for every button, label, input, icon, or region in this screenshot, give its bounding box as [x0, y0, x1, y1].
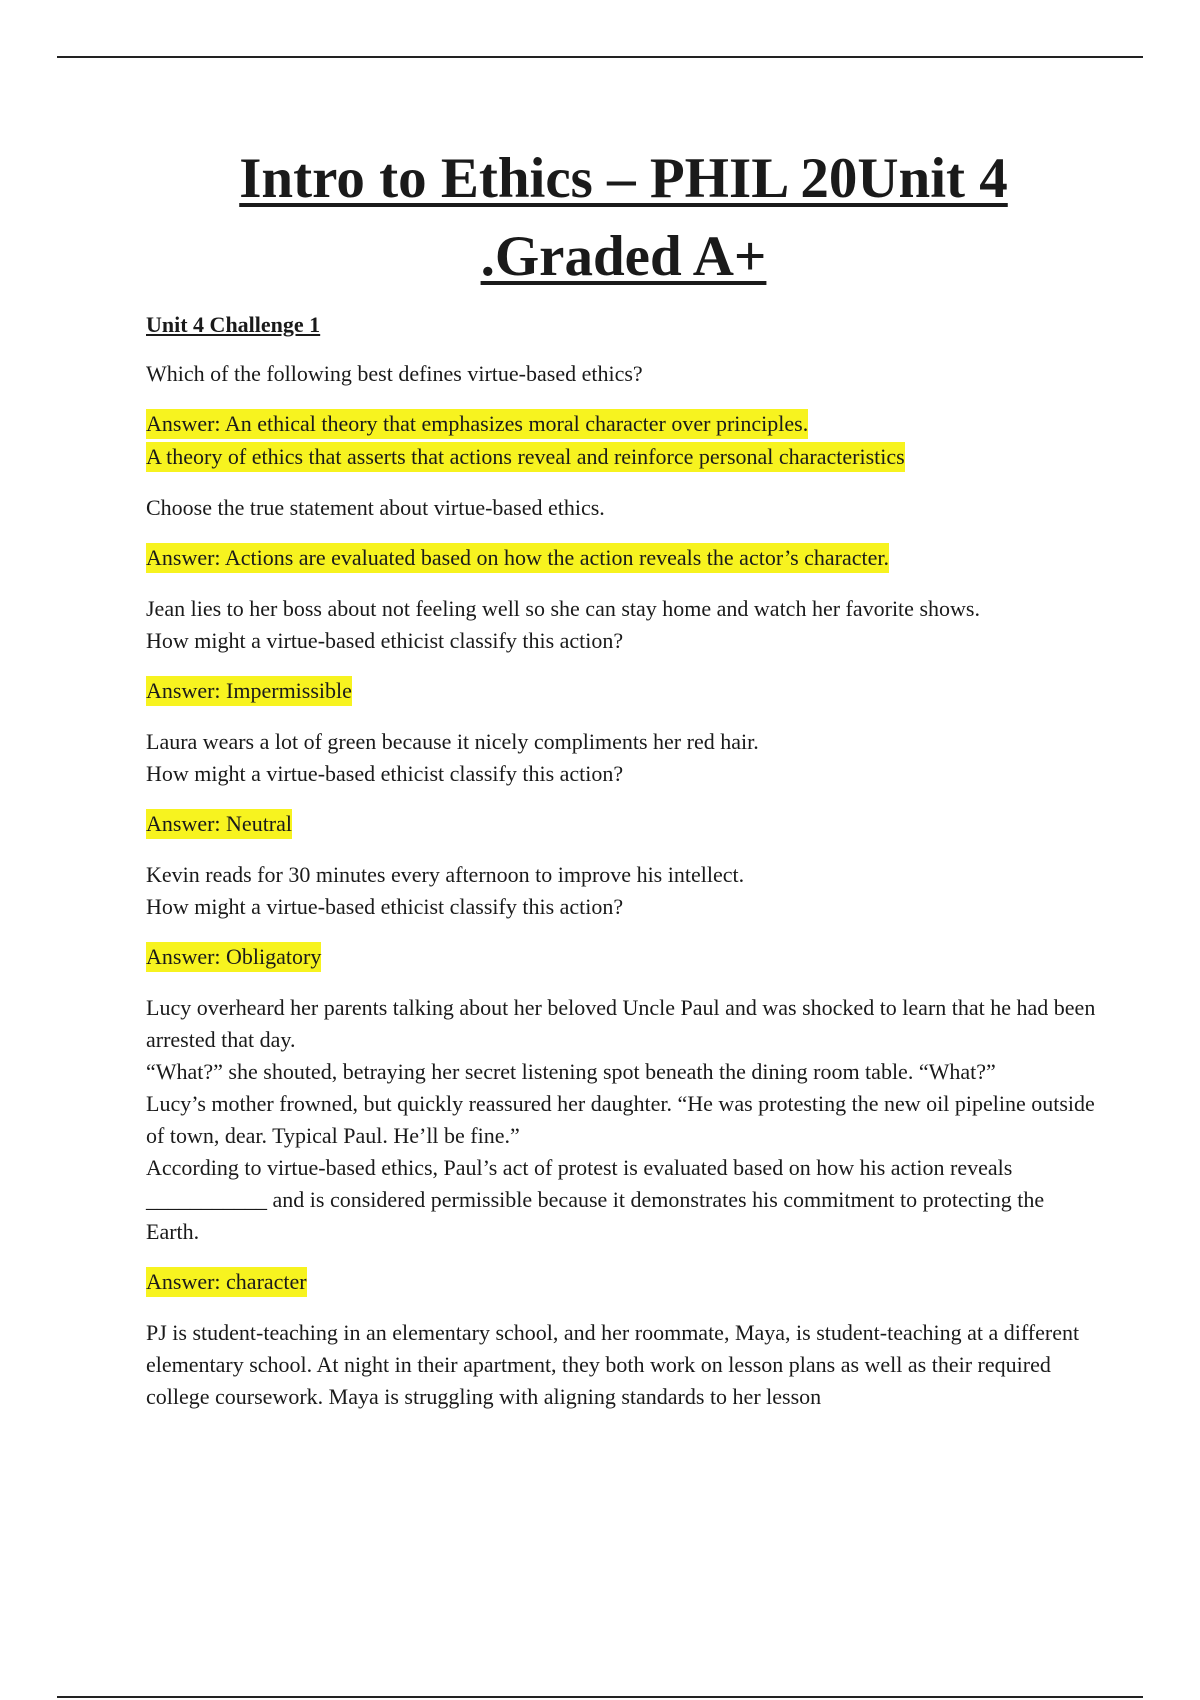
answer-4 — [146, 808, 1096, 841]
answer-line: Answer: character — [146, 1267, 307, 1297]
title-line-1: Intro to Ethics – PHIL 20Unit 4 — [239, 147, 1008, 210]
answer-line: Answer: An ethical theory that emphasizes moral character over principles. — [146, 409, 808, 439]
question-5 — [146, 859, 1096, 923]
answer-6 — [146, 1266, 1096, 1299]
bottom-rule — [57, 1696, 1143, 1698]
document-body — [146, 140, 1096, 1431]
question-line: Lucy overheard her parents talking about her beloved Uncle Paul and was shocked to learn that he had been arrested that day. — [146, 995, 1096, 1052]
question-line: Laura wears a lot of green because it nicely compliments her red hair. — [146, 729, 759, 754]
question-3 — [146, 593, 1096, 657]
answer-line: Answer: Actions are evaluated based on how the action reveals the actor’s character. — [146, 543, 889, 573]
title-line-2: .Graded A+ — [480, 225, 767, 288]
answer-2 — [146, 542, 1096, 575]
question-line: How might a virtue-based ethicist classify this action? — [146, 894, 624, 919]
answer-line: Answer: Impermissible — [146, 676, 352, 706]
answer-line: Answer: Neutral — [146, 809, 292, 839]
answer-5 — [146, 941, 1096, 974]
question-line: Lucy’s mother frowned, but quickly reassured her daughter. “He was protesting the new oil pipeline outside of town, dear. Typical Paul. He’ll be fine.” — [146, 1091, 1095, 1148]
answer-line: Answer: Obligatory — [146, 942, 321, 972]
question-line: How might a virtue-based ethicist classify this action? — [146, 628, 624, 653]
question-line: Jean lies to her boss about not feeling well so she can stay home and watch her favorite shows. — [146, 596, 980, 621]
question-6 — [146, 992, 1096, 1248]
question-line: Choose the true statement about virtue-based ethics. — [146, 495, 605, 520]
question-1 — [146, 358, 1096, 390]
trailing-paragraph — [146, 1317, 1096, 1413]
question-line: “What?” she shouted, betraying her secret listening spot beneath the dining room table. “What?” — [146, 1059, 996, 1084]
question-2 — [146, 492, 1096, 524]
answer-1 — [146, 408, 1096, 474]
question-line: According to virtue-based ethics, Paul’s act of protest is evaluated based on how his action reveals ___________ and is considered permissible because it demonstrates his commitment to protecting the Earth. — [146, 1155, 1045, 1244]
question-4 — [146, 726, 1096, 790]
question-line: Which of the following best defines virtue-based ethics? — [146, 361, 643, 386]
question-line: How might a virtue-based ethicist classify this action? — [146, 761, 624, 786]
question-line: Kevin reads for 30 minutes every afternoon to improve his intellect. — [146, 862, 745, 887]
document-title — [146, 140, 1096, 296]
paragraph-text: PJ is student-teaching in an elementary school, and her roommate, Maya, is student-teaching at a different elementary school. At night in their apartment, they both work on lesson plans as well as their required college coursework. Maya is struggling with aligning standards to her lesson — [146, 1320, 1080, 1409]
answer-3 — [146, 675, 1096, 708]
top-rule — [57, 56, 1143, 58]
section-heading: Unit 4 Challenge 1 — [146, 312, 321, 337]
answer-line: A theory of ethics that asserts that actions reveal and reinforce personal characteristics — [146, 442, 905, 472]
